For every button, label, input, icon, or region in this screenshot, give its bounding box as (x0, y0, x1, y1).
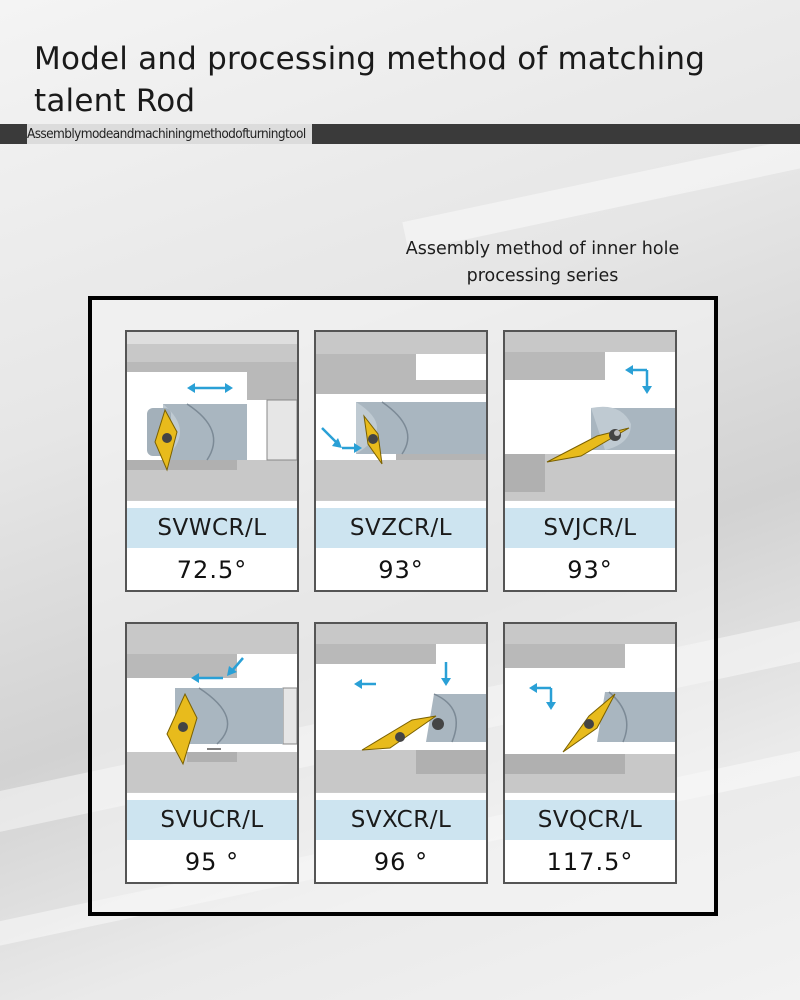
tool-illustration (316, 624, 486, 792)
tool-model-label: SVJCR/L (505, 508, 675, 548)
tool-card-svjcr (503, 330, 677, 592)
tool-illustration (505, 624, 675, 792)
tool-model-label: SVXCR/L (316, 800, 486, 840)
tool-illustration (505, 332, 675, 500)
tool-illustration (316, 332, 486, 500)
tool-card-svqcr (503, 622, 677, 884)
tool-illustration (127, 332, 297, 500)
tool-model-label: SVZCR/L (316, 508, 486, 548)
page-title: Model and processing method of matching talent Rod (34, 41, 706, 119)
tool-angle-value: 96 ° (316, 842, 486, 882)
tool-angle-value: 72.5° (127, 550, 297, 590)
subtitle-text: Assemblymodeandmachiningmethodofturningtool (27, 124, 312, 144)
subtitle-bar (0, 124, 800, 144)
tool-model-label: SVWCR/L (127, 508, 297, 548)
tool-angle-value: 93° (505, 550, 675, 590)
tool-card-svxcr (314, 622, 488, 884)
tool-angle-value: 93° (316, 550, 486, 590)
tool-model-label: SVUCR/L (127, 800, 297, 840)
tool-assembly-frame (88, 296, 718, 916)
section-heading: Assembly method of inner hole processing series (405, 239, 680, 286)
tool-card-svzcr (314, 330, 488, 592)
tool-model-label: SVQCR/L (505, 800, 675, 840)
tool-card-svwcr (125, 330, 299, 592)
tool-angle-value: 117.5° (505, 842, 675, 882)
tool-card-svucr (125, 622, 299, 884)
tool-angle-value: 95 ° (127, 842, 297, 882)
tool-illustration (127, 624, 297, 792)
